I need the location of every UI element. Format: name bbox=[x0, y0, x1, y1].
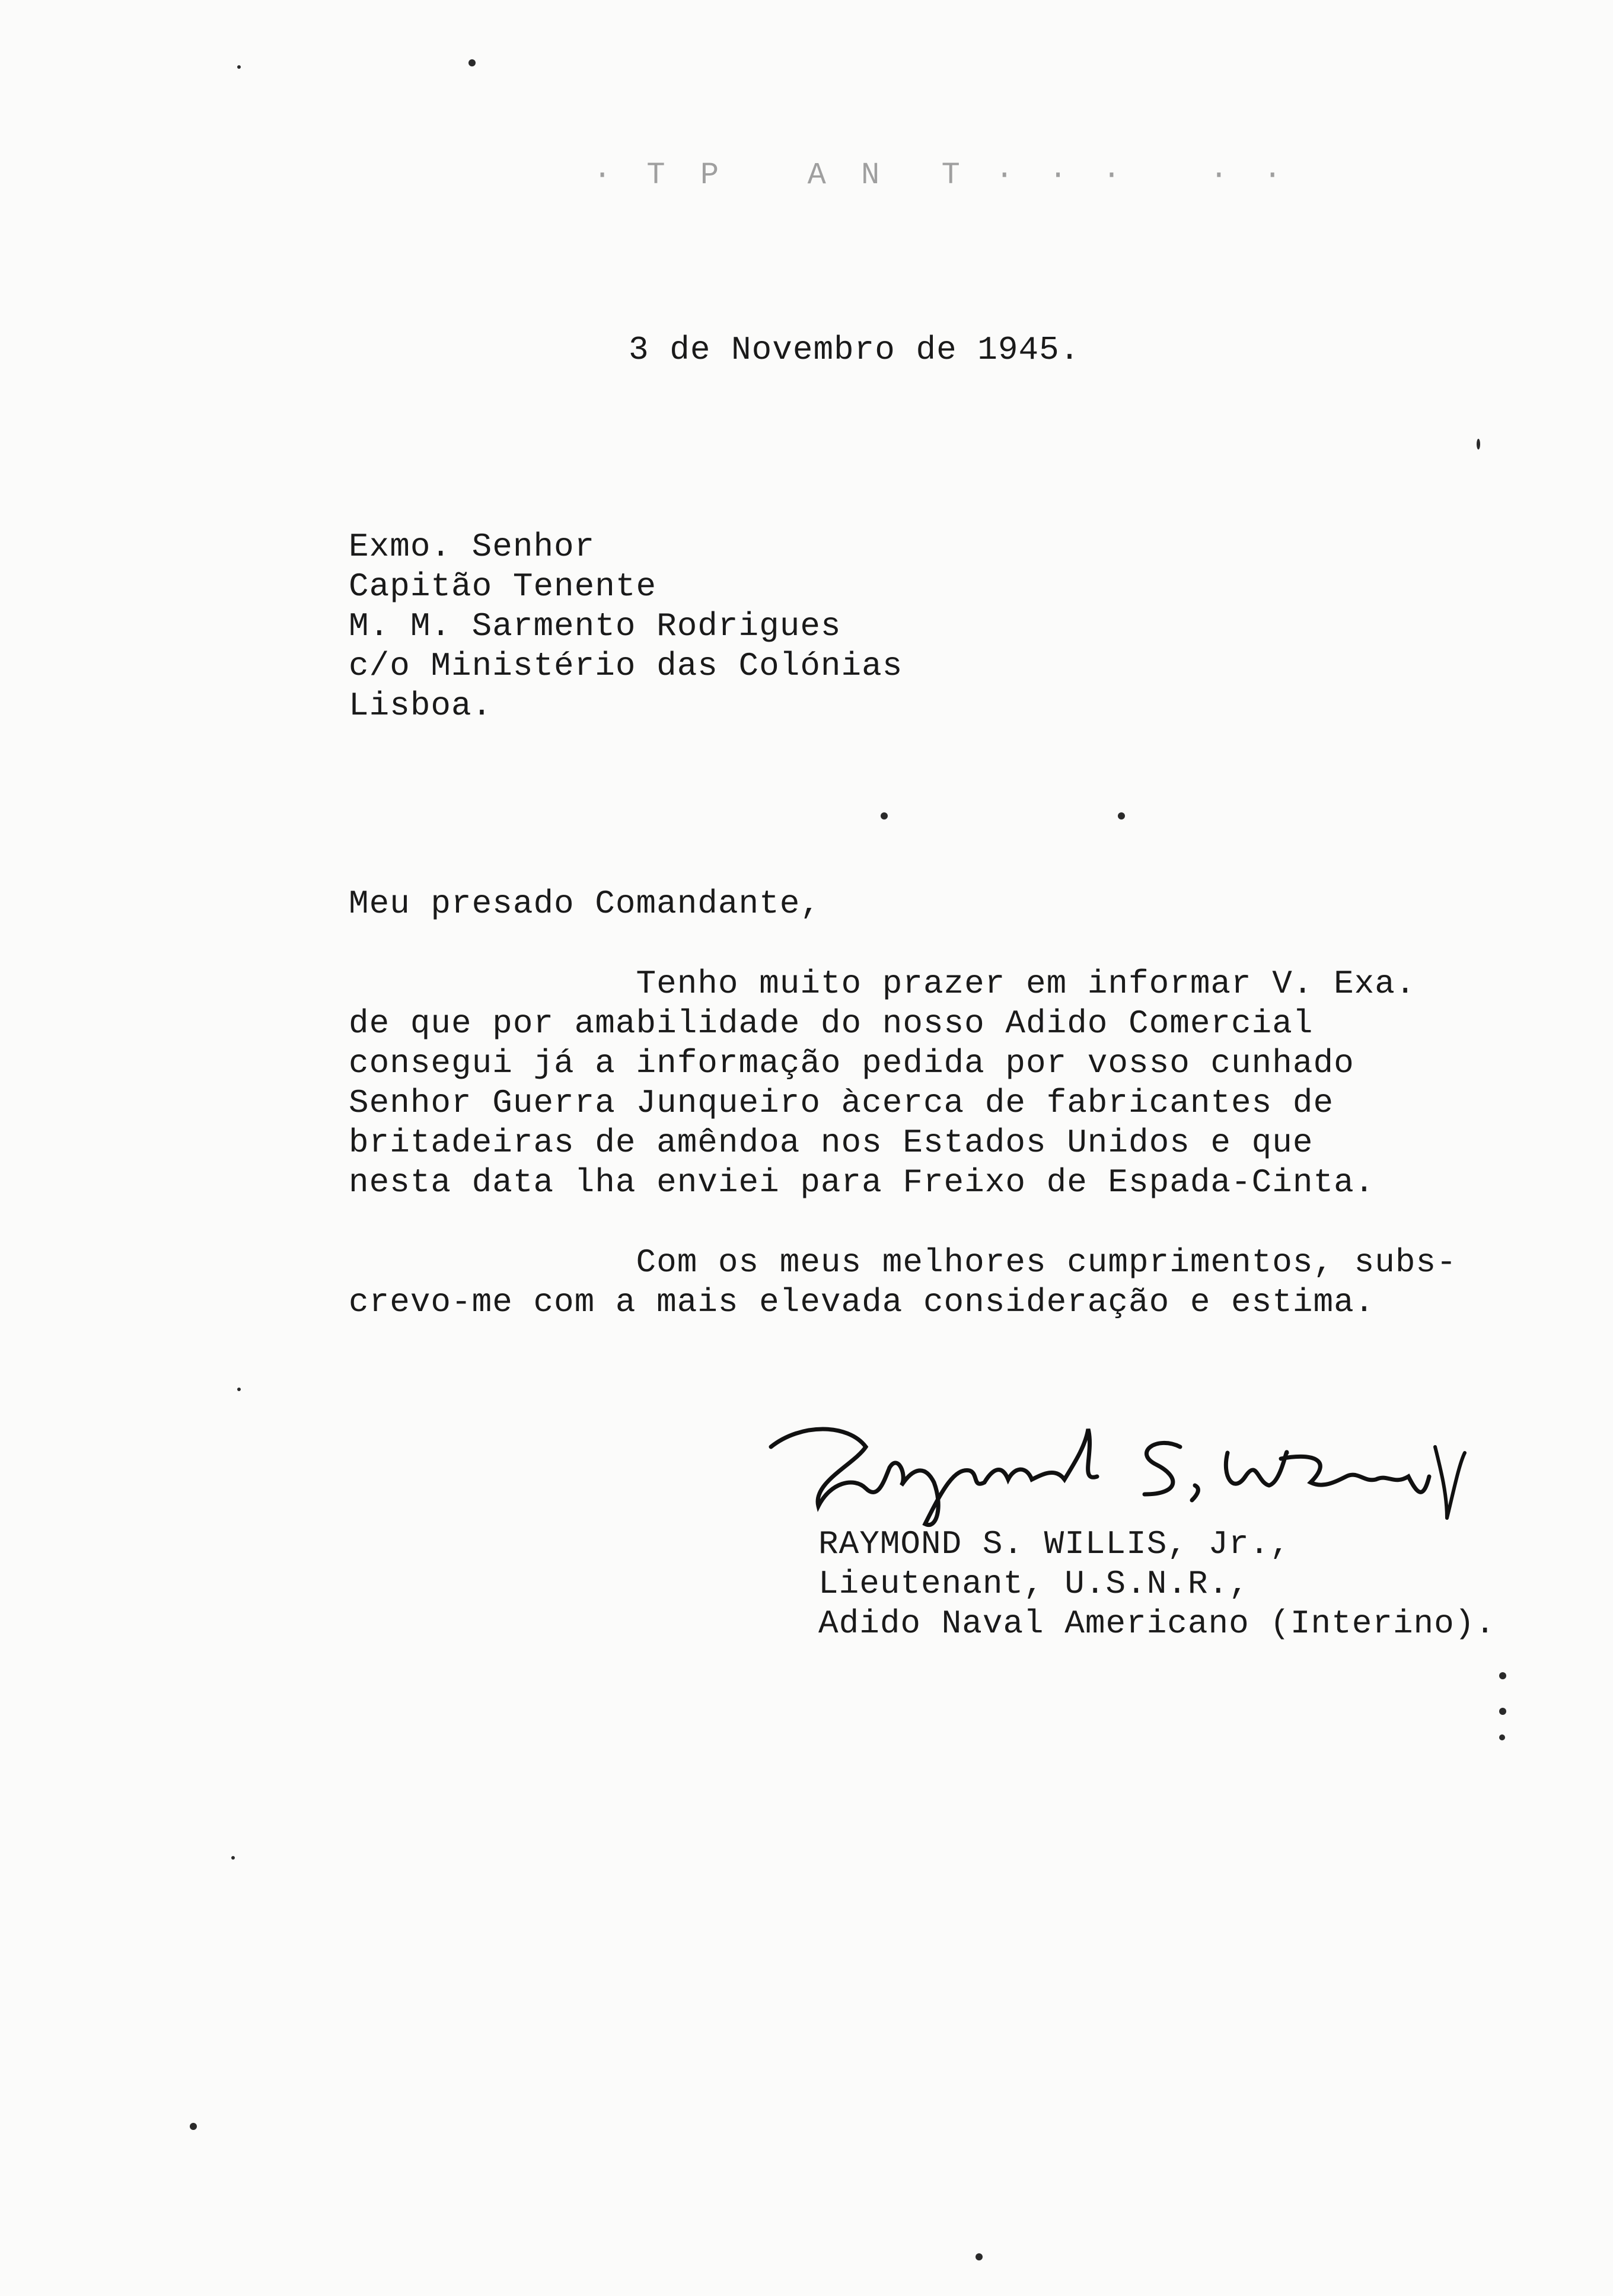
signature-line: Lieutenant, U.S.N.R., bbox=[818, 1565, 1249, 1603]
body-line: crevo-me com a mais elevada consideração e estima. bbox=[349, 1283, 1375, 1321]
letter-date: 3 de Novembro de 1945. bbox=[629, 331, 1080, 369]
speck-mark bbox=[190, 2123, 197, 2130]
speck-mark bbox=[881, 812, 888, 819]
letterhead-faded: · T P A N T · · · · · bbox=[593, 158, 1290, 193]
speck-mark bbox=[237, 65, 241, 69]
speck-mark bbox=[1477, 439, 1480, 449]
speck-mark bbox=[976, 2253, 983, 2260]
body-line: consegui já a informação pedida por vosso cunhado bbox=[349, 1044, 1354, 1082]
handwritten-signature bbox=[765, 1411, 1477, 1530]
body-line: de que por amabilidade do nosso Adido Comercial bbox=[349, 1004, 1314, 1042]
body-line: Senhor Guerra Junqueiro àcerca de fabricantes de bbox=[349, 1084, 1334, 1122]
signature-line: Adido Naval Americano (Interino). bbox=[818, 1605, 1496, 1643]
speck-mark bbox=[1499, 1734, 1505, 1740]
speck-mark bbox=[1499, 1708, 1506, 1715]
speck-mark bbox=[1499, 1672, 1506, 1679]
body-line: Com os meus melhores cumprimentos, subs- bbox=[349, 1243, 1457, 1281]
signature-line: RAYMOND S. WILLIS, Jr., bbox=[818, 1525, 1290, 1563]
speck-mark bbox=[237, 1388, 241, 1391]
salutation: Meu presado Comandante, bbox=[349, 885, 821, 923]
recipient-line: c/o Ministério das Colónias bbox=[349, 647, 903, 685]
recipient-line: Lisboa. bbox=[349, 687, 493, 725]
recipient-line: M. M. Sarmento Rodrigues bbox=[349, 607, 841, 645]
body-line: nesta data lha enviei para Freixo de Espada-Cinta. bbox=[349, 1163, 1375, 1201]
speck-mark bbox=[1118, 812, 1125, 819]
recipient-line: Exmo. Senhor bbox=[349, 528, 595, 566]
body-line: Tenho muito prazer em informar V. Exa. bbox=[349, 965, 1416, 1003]
speck-mark bbox=[468, 59, 476, 66]
body-line: britadeiras de amêndoa nos Estados Unidos e que bbox=[349, 1124, 1314, 1162]
speck-mark bbox=[231, 1856, 235, 1860]
recipient-line: Capitão Tenente bbox=[349, 567, 657, 605]
